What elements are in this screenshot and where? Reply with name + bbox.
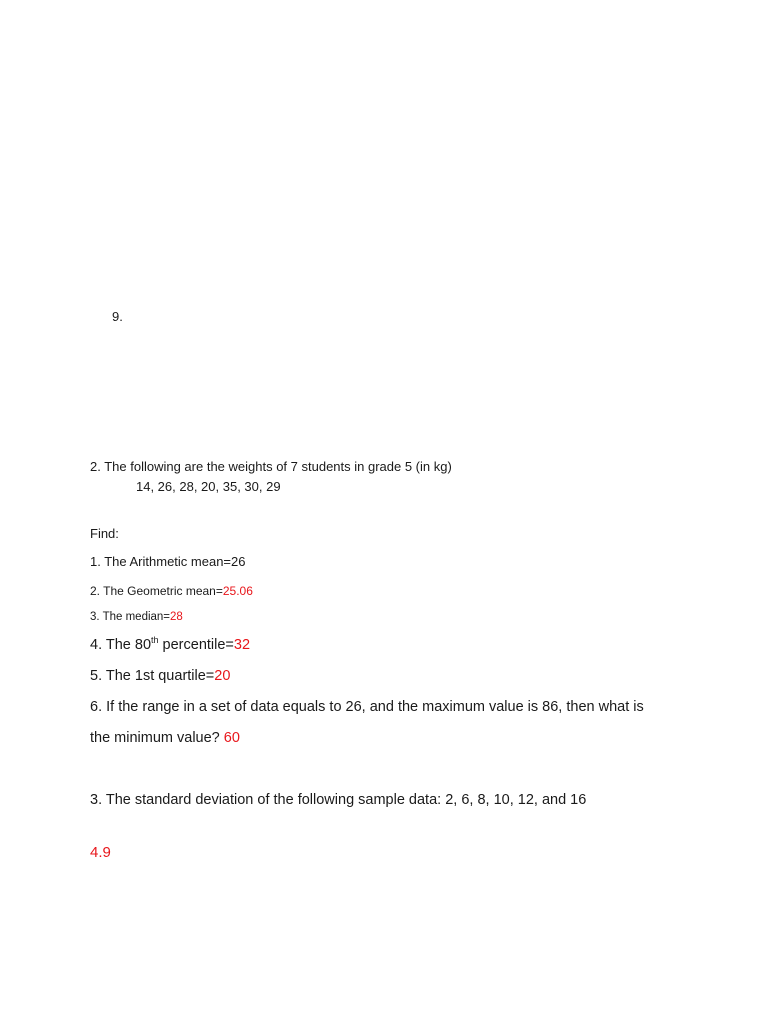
problem-3-question: 3. The standard deviation of the following sample data: 2, 6, 8, 10, 12, and 16	[90, 792, 587, 808]
question-percentile-text-after: percentile=	[158, 637, 234, 653]
ordinal-superscript: th	[151, 635, 159, 646]
answer-median: 28	[170, 611, 183, 623]
problem-2-heading: 2. The following are the weights of 7 students in grade 5 (in kg)	[90, 459, 452, 474]
question-range-line-2	[90, 730, 240, 747]
find-label: Find:	[90, 526, 119, 541]
problem-2-data: 14, 26, 28, 20, 35, 30, 29	[136, 479, 281, 494]
answer-minimum-value: 60	[223, 730, 240, 746]
question-percentile-text-before: 4. The 80	[90, 637, 152, 653]
list-number-9: 9.	[112, 309, 123, 324]
question-first-quartile	[90, 668, 230, 685]
question-geometric-mean	[90, 584, 253, 598]
question-arithmetic-mean: 1. The Arithmetic mean=26	[90, 554, 246, 569]
answer-geometric-mean: 25.06	[222, 584, 253, 598]
question-median-text: 3. The median=	[90, 611, 171, 623]
question-80th-percentile	[90, 637, 250, 654]
question-range-line-2-text: the minimum value?	[90, 730, 224, 746]
question-first-quartile-text: 5. The 1st quartile=	[90, 668, 215, 684]
answer-80th-percentile: 32	[233, 637, 251, 653]
problem-3-answer: 4.9	[90, 844, 111, 861]
answer-first-quartile: 20	[214, 668, 231, 684]
question-range-line-1: 6. If the range in a set of data equals to 26, and the maximum value is 86, then what is	[90, 699, 644, 715]
question-median	[90, 611, 183, 625]
question-geometric-mean-text: 2. The Geometric mean=	[90, 584, 223, 598]
